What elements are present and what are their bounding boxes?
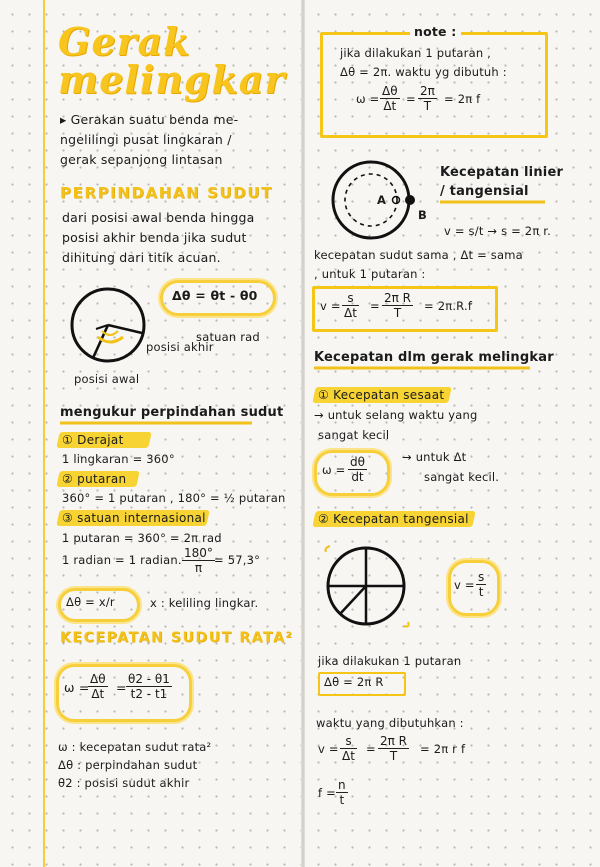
note-line-2: Δθ = 2π. waktu yg dibutuh :: [340, 65, 507, 79]
linear-speed-diagram: [326, 158, 426, 248]
instant-fraction-n: dθ: [350, 455, 365, 469]
item-tangential: ② Kecepatan tangensial: [318, 512, 469, 526]
avg-fraction-2-n: θ2 - θ1: [128, 672, 170, 686]
linear-per-rev: , untuk 1 putaran :: [314, 267, 426, 281]
point-a: A: [377, 193, 387, 207]
time-fraction-1-n: s: [340, 734, 357, 749]
instant-text-2: sangat kecil: [318, 428, 390, 442]
item-degree: ① Derajat: [62, 433, 124, 447]
time-fraction-1: [340, 734, 357, 763]
displacement-formula: Δθ = θt - θ0: [172, 288, 258, 303]
heading-circular-underline: [314, 366, 534, 370]
heading-linear-underline: [440, 200, 550, 204]
angular-displacement-diagram: [68, 285, 148, 365]
note-w: ω =: [356, 92, 380, 106]
item-si-fraction: [182, 546, 215, 575]
avg-fraction-1-n: Δθ: [90, 672, 106, 686]
instant-fraction: [348, 455, 367, 484]
linear-same: kecepatan sudut sama , Δt = sama: [314, 248, 523, 262]
note-title: note :: [410, 24, 461, 39]
avg-fraction-1-d: Δt: [91, 687, 105, 701]
heading-circular: Kecepatan dlm gerak melingkar: [314, 350, 554, 365]
time-text: waktu yang dibutuhkan :: [316, 716, 464, 730]
note-fraction-2: [418, 84, 437, 113]
note-tail: = 2π f: [444, 92, 481, 106]
avg-eq: =: [116, 680, 127, 695]
avg-fraction-2-d: t2 - t1: [130, 687, 168, 701]
linear-v: v =: [320, 299, 341, 313]
definition-line-2: ngelilingi pusat lingkaran /: [60, 132, 232, 147]
definition-line-3: gerak sepanjong lintasan: [60, 152, 223, 167]
item-si-unit: ③ satuan internasional: [62, 511, 206, 525]
linear-eq: =: [370, 299, 380, 313]
arc-formula: Δθ = x/r: [66, 595, 115, 609]
label-start-position: posisi awal: [74, 372, 140, 386]
instant-note-1: → untuk Δt: [402, 450, 467, 464]
item-si-text-2a: 1 radian = 1 radian.: [62, 553, 182, 567]
time-fraction-2-d: T: [389, 749, 398, 763]
title-line-2: melingkar: [58, 57, 286, 102]
note-fraction-1-d: Δt: [383, 99, 397, 113]
legend-1: ω : kecepatan sudut rata²: [58, 740, 212, 754]
legend-3: θ2 : posisi sudut akhir: [58, 776, 190, 790]
time-tail: = 2π r f: [420, 742, 466, 756]
heading-linear-2: / tangensial: [440, 184, 529, 199]
time-fraction-1-d: Δt: [342, 749, 355, 763]
label-unit: satuan rad: [196, 330, 260, 344]
note-line-1: jika dilakukan 1 putaran ,: [340, 46, 492, 60]
time-v: v =: [318, 742, 339, 756]
item-degree-text: 1 lingkaran = 360°: [62, 452, 175, 466]
linear-fraction-1: [342, 291, 359, 320]
legend-2: Δθ : perpindahan sudut: [58, 758, 198, 772]
note-fraction-2-n: 2π: [420, 84, 435, 98]
heading-measure-underline: [60, 421, 255, 425]
heading-average-speed: KECEPATAN SUDUT RATA²: [60, 630, 294, 646]
heading-measure: mengukur perpindahan sudut: [60, 405, 284, 420]
item-si-text-2b: = 57,3°: [214, 553, 261, 567]
note-fraction-1: [380, 84, 400, 113]
tangential-circle-diagram: [322, 542, 412, 634]
arc-note: x : keliling lingkar.: [150, 596, 259, 610]
item-revolution: ② putaran: [62, 472, 127, 486]
item-revolution-text: 360° = 1 putaran , 180° = ½ putaran: [62, 491, 286, 505]
tangential-fraction-d: t: [478, 585, 484, 599]
instant-w: ω =: [322, 463, 346, 477]
tangential-fraction: [476, 570, 486, 599]
item-si-fraction-denominator: π: [194, 561, 203, 575]
notebook-spine: [301, 0, 305, 867]
heading-angular-displacement: PERPINDAHAN SUDUT: [60, 184, 273, 202]
note-fraction-2-d: T: [423, 99, 432, 113]
angular-text-3: dihitung dari titik acuan.: [62, 250, 221, 265]
avg-w-label: ω =: [64, 680, 90, 695]
item-instant: ① Kecepatan sesaat: [318, 388, 445, 402]
point-b: B: [418, 208, 427, 222]
linear-v-relation: v = s/t → s = 2π r.: [444, 224, 552, 238]
angular-text-1: dari posisi awal benda hingga: [62, 210, 255, 225]
linear-fraction-2-n: 2π R: [384, 291, 412, 305]
avg-fraction-2: [126, 672, 172, 701]
time-eq: =: [366, 742, 376, 756]
linear-fraction-1-d: Δt: [344, 306, 357, 320]
definition-line-1: ▸ Gerakan suatu benda me-: [60, 112, 239, 127]
rev-text: jika dilakukan 1 putaran: [318, 654, 462, 668]
margin-line: [43, 0, 45, 867]
label-end-position: posisi akhir: [146, 340, 214, 354]
instant-fraction-d: dt: [351, 470, 364, 484]
tangential-v: v =: [454, 578, 475, 592]
frequency-label: f =: [318, 786, 336, 800]
time-fraction-2: [378, 734, 409, 763]
frequency-fraction: [336, 778, 348, 807]
time-fraction-2-n: 2π R: [380, 734, 408, 748]
frequency-fraction-d: t: [339, 793, 345, 807]
instant-text-1: → untuk selang waktu yang: [314, 408, 478, 422]
linear-fraction-2-d: T: [393, 306, 402, 320]
angular-text-2: posisi akhir benda jika sudut: [62, 230, 247, 245]
note-fraction-1-n: Δθ: [382, 84, 398, 98]
linear-fraction-1-n: s: [342, 291, 359, 306]
note-eq: =: [406, 92, 416, 106]
frequency-fraction-n: n: [338, 778, 346, 792]
linear-tail: = 2π.R.f: [424, 299, 473, 313]
item-si-text-1: 1 putaran = 360° = 2π rad: [62, 531, 222, 545]
heading-linear-1: Kecepatan linier: [440, 165, 564, 180]
item-si-fraction-numerator: 180°: [184, 546, 213, 560]
tangential-fraction-n: s: [478, 570, 485, 584]
instant-note-2: sangat kecil.: [424, 470, 500, 484]
rev-formula: Δθ = 2π R: [324, 675, 384, 689]
avg-fraction-1: [88, 672, 108, 701]
linear-fraction-2: [382, 291, 413, 320]
title-line-1: Gerak: [58, 19, 191, 64]
